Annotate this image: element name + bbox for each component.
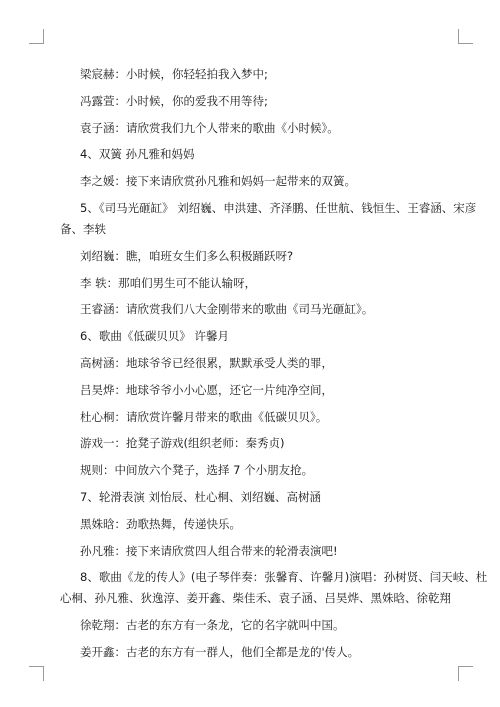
dialogue-line: 冯露萱：小时候，你的爱我不用等待; (80, 93, 268, 108)
dialogue-line: 李之媛：接下来请欣赏孙凡雅和妈妈一起带来的双簧。 (80, 174, 356, 189)
document-body (60, 66, 488, 671)
program-heading: 8、歌曲《龙的传人》(电子琴伴奏：张馨育、许馨月)演唱：孙树贤、闫天岐、杜 (80, 570, 488, 585)
crop-mark-top-left (29, 29, 44, 44)
dialogue-line: 黑姝晗：劲歌热舞，传递快乐。 (80, 516, 241, 531)
program-heading: 7、轮滑表演 刘怡辰、杜心桐、刘绍巍、高树涵 (80, 489, 321, 504)
dialogue-line: 刘绍巍：瞧，咱班女生们多么积极踊跃呀? (80, 248, 294, 263)
program-heading: 6、歌曲《低碳贝贝》 许馨月 (80, 329, 229, 344)
dialogue-line: 梁宸赫：小时候，你轻轻拍我入梦中; (80, 67, 268, 81)
program-heading: 4、双簧 孙凡雅和妈妈 (80, 147, 195, 162)
dialogue-line: 高树涵：地球爷爷已经很累，默默承受人类的罪， (80, 355, 333, 370)
dialogue-line: 杜心桐：请欣赏许馨月带来的歌曲《低碳贝贝》。 (80, 409, 328, 424)
dialogue-line: 吕昊烨：地球爷爷小小心愿，还它一片纯净空间， (80, 382, 333, 397)
dialogue-line: 徐乾翔：古老的东方有一条龙，它的名字就叫中国。 (80, 618, 345, 633)
program-heading: 5、《司马光砸缸》 刘绍巍、申洪建、齐泽鹏、任世航、钱恒生、王睿涵、宋彦 (80, 200, 477, 215)
dialogue-line: 王睿涵：请欣赏我们八大金刚带来的歌曲《司马光砸缸》。 (80, 302, 374, 317)
crop-mark-top-right (458, 29, 473, 44)
game-heading: 游戏一：抢凳子游戏(组织老师：秦秀贞) (80, 436, 285, 451)
rules-line: 规则：中间放六个凳子，选择 7 个小朋友抢。 (80, 463, 314, 478)
program-heading-continued: 备、李轶 (60, 221, 106, 236)
dialogue-line: 姜开鑫：古老的东方有一群人，他们全都是龙的'传人。 (80, 644, 360, 659)
program-heading-continued: 心桐、孙凡雅、狄逸淳、姜开鑫、柴佳禾、袁子涵、吕昊烨、黑姝晗、徐乾翔 (60, 591, 451, 606)
dialogue-line: 袁子涵：请欣赏我们九个人带来的歌曲《小时候》。 (80, 120, 339, 135)
dialogue-line: 李 轶：那咱们男生可不能认输呀， (80, 275, 257, 290)
crop-mark-bottom-right (458, 666, 473, 681)
crop-mark-bottom-left (29, 666, 44, 681)
dialogue-line: 孙凡雅：接下来请欣赏四人组合带来的轮滑表演吧! (80, 543, 338, 558)
